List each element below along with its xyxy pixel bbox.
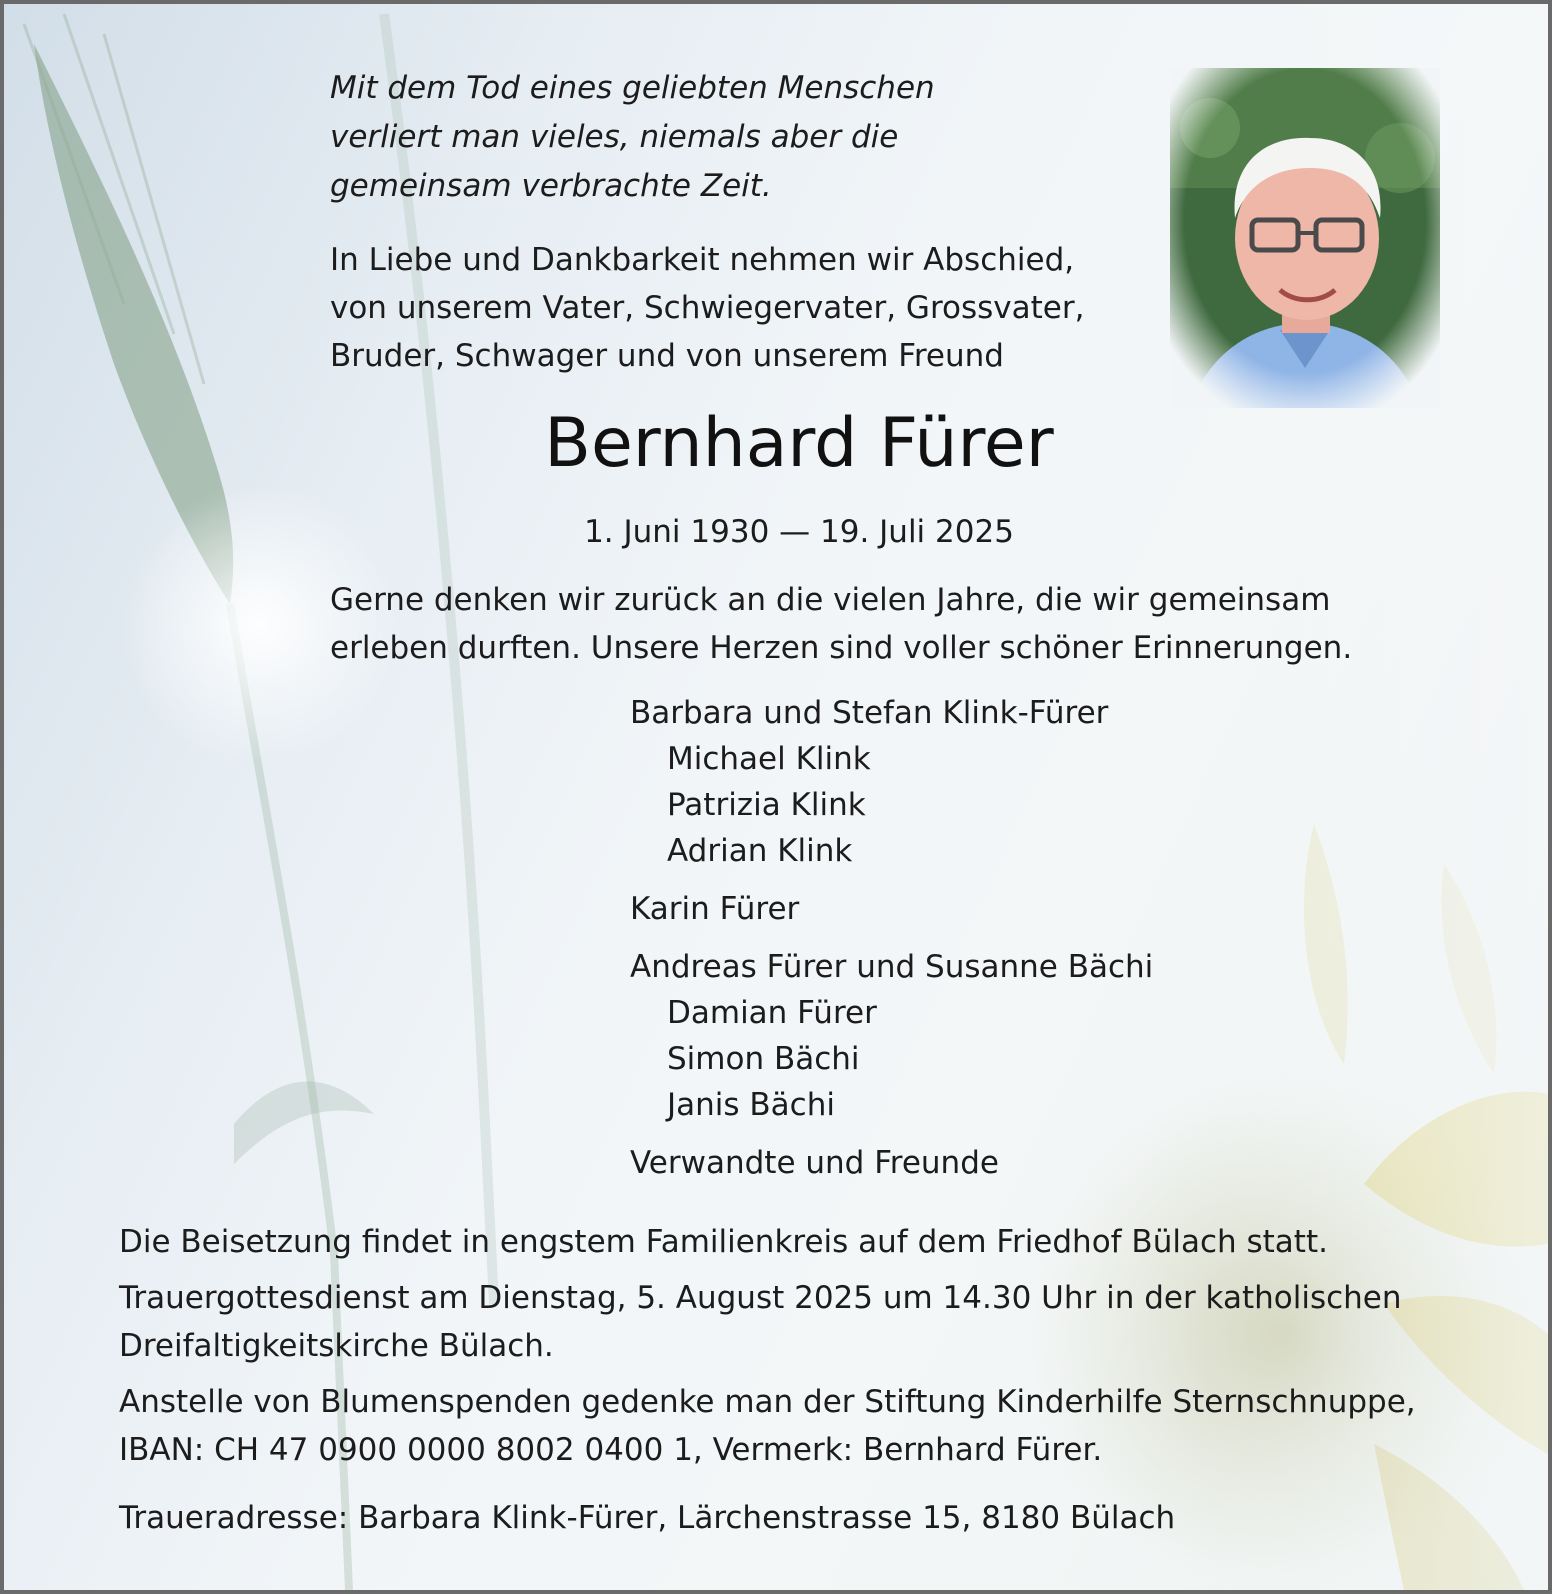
family-head: Andreas Fürer und Susanne Bächi (630, 949, 1154, 985)
intro-line: In Liebe und Dankbarkeit nehmen wir Abschied, (330, 242, 1075, 278)
motto-line: verliert man vieles, niemals aber die (330, 119, 899, 155)
family-head: Barbara und Stefan Klink-Fürer (630, 695, 1109, 731)
intro-line: von unserem Vater, Schwiegervater, Grossvater, (330, 290, 1085, 326)
wheat-leaf (234, 1082, 374, 1165)
family-member: Simon Bächi (667, 1041, 860, 1077)
mourning-address: Traueradresse: Barbara Klink-Fürer, Lärchenstrasse 15, 8180 Bülach (119, 1500, 1176, 1536)
family-group (630, 1140, 1153, 1186)
donation-notice (119, 1378, 1416, 1474)
deceased-name: Bernhard Fürer (544, 404, 1054, 483)
memory-line: erleben durften. Unsere Herzen sind voller schöner Erinnerungen. (330, 630, 1353, 666)
family-head: Karin Fürer (630, 891, 800, 927)
family-group (630, 944, 1153, 1128)
memory-line: Gerne denken wir zurück an die vielen Jahre, die wir gemeinsam (330, 582, 1331, 618)
service-line: Trauergottesdienst am Dienstag, 5. August 2025 um 14.30 Uhr in der katholischen (119, 1280, 1402, 1316)
service-line: Dreifaltigkeitskirche Bülach. (119, 1328, 554, 1364)
family-head: Verwandte und Freunde (630, 1145, 999, 1181)
family-group (630, 886, 1153, 932)
burial-notice: Die Beisetzung findet in engstem Familienkreis auf dem Friedhof Bülach statt. (119, 1224, 1328, 1260)
life-dates: 1. Juni 1930 — 19. Juli 2025 (584, 514, 1014, 550)
memory-text (330, 576, 1352, 672)
motto-line: gemeinsam verbrachte Zeit. (330, 168, 772, 204)
family-member: Damian Fürer (667, 995, 877, 1031)
mourners-list (630, 690, 1153, 1198)
family-member: Adrian Klink (667, 833, 853, 869)
family-group (630, 690, 1153, 874)
family-member: Patrizia Klink (667, 787, 866, 823)
motto (330, 64, 935, 211)
motto-line: Mit dem Tod eines geliebten Menschen (330, 70, 935, 106)
intro-line: Bruder, Schwager und von unserem Freund (330, 338, 1004, 374)
funeral-notices (119, 1218, 1416, 1550)
farewell-intro (330, 236, 1084, 380)
family-member: Michael Klink (667, 741, 871, 777)
donation-line: Anstelle von Blumenspenden gedenke man der Stiftung Kinderhilfe Sternschnuppe, (119, 1384, 1416, 1420)
service-notice (119, 1274, 1416, 1370)
portrait-photo (1170, 68, 1440, 408)
family-member: Janis Bächi (667, 1087, 835, 1123)
donation-line: IBAN: CH 47 0900 0000 8002 0400 1, Vermerk: Bernhard Fürer. (119, 1432, 1103, 1468)
